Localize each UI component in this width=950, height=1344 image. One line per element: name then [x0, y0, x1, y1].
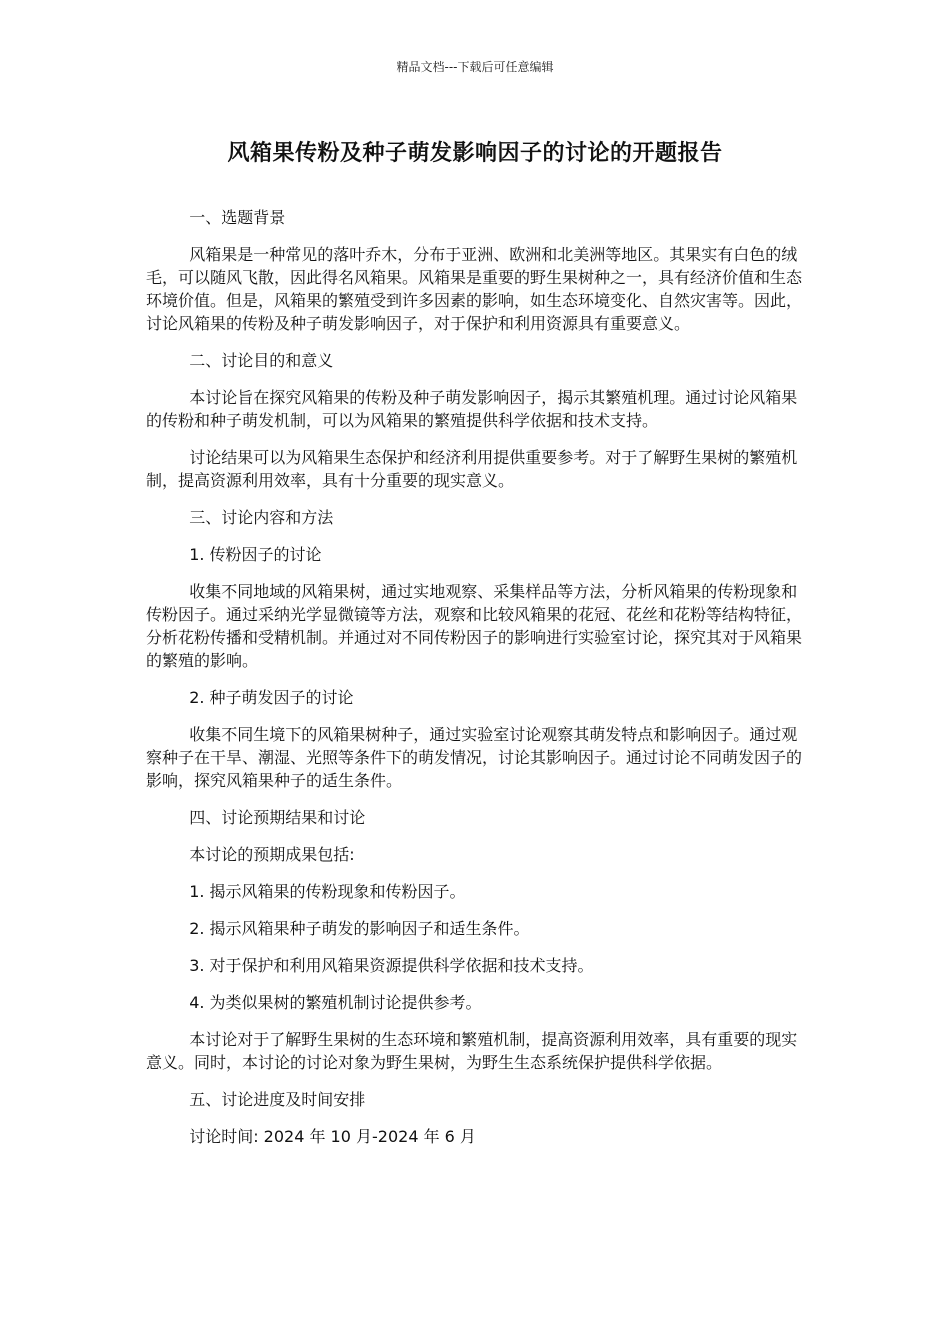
document-body — [146, 206, 806, 1162]
subheading-germination: 2. 种子萌发因子的讨论 — [189, 688, 354, 707]
paragraph-germination: 收集不同生境下的风箱果树种子，通过实验室讨论观察其萌发特点和影响因子。通过观察种子在干旱、潮湿、光照等条件下的萌发情况，讨论其影响因子。通过讨论不同萌发因子的影响，探究风箱果种子的适生条件。 — [146, 725, 803, 790]
document-title: 风箱果传粉及种子萌发影响因子的讨论的开题报告 — [227, 141, 723, 166]
subheading-pollination: 1. 传粉因子的讨论 — [189, 545, 322, 564]
list-item-result-2: 2. 揭示风箱果种子萌发的影响因子和适生条件。 — [189, 919, 530, 938]
list-item-result-4: 4. 为类似果树的繁殖机制讨论提供参考。 — [189, 993, 482, 1012]
section-heading-purpose: 二、讨论目的和意义 — [189, 351, 334, 370]
list-item-result-3: 3. 对于保护和利用风箱果资源提供科学依据和技术支持。 — [189, 956, 594, 975]
list-item-result-1: 1. 揭示风箱果的传粉现象和传粉因子。 — [189, 882, 466, 901]
paragraph-expected-intro: 本讨论的预期成果包括: — [189, 845, 355, 864]
paragraph-purpose-2: 讨论结果可以为风箱果生态保护和经济利用提供重要参考。对于了解野生果树的繁殖机制，提高资源利用效率，具有十分重要的现实意义。 — [146, 448, 798, 490]
paragraph-pollination: 收集不同地域的风箱果树，通过实地观察、采集样品等方法，分析风箱果的传粉现象和传粉因子。通过采纳光学显微镜等方法，观察和比较风箱果的花冠、花丝和花粉等结构特征，分析花粉传播和受精机制。并通过对不同传粉因子的影响进行实验室讨论，探究其对于风箱果的繁殖的影响。 — [146, 582, 803, 670]
paragraph-significance: 本讨论对于了解野生果树的生态环境和繁殖机制，提高资源利用效率，具有重要的现实意义。同时，本讨论的讨论对象为野生果树，为野生生态系统保护提供科学依据。 — [146, 1030, 798, 1072]
section-heading-background: 一、选题背景 — [189, 208, 286, 227]
section-heading-content-methods: 三、讨论内容和方法 — [189, 508, 334, 527]
paragraph-purpose-1: 本讨论旨在探究风箱果的传粉及种子萌发影响因子，揭示其繁殖机理。通过讨论风箱果的传粉和种子萌发机制，可以为风箱果的繁殖提供科学依据和技术支持。 — [146, 388, 798, 430]
section-heading-schedule: 五、讨论进度及时间安排 — [189, 1090, 366, 1109]
header-note: 精品文档---下载后可任意编辑 — [396, 60, 554, 74]
section-heading-expected-results: 四、讨论预期结果和讨论 — [189, 808, 366, 827]
paragraph-schedule: 讨论时间: 2024 年 10 月-2024 年 6 月 — [189, 1127, 476, 1146]
paragraph-background: 风箱果是一种常见的落叶乔木，分布于亚洲、欧洲和北美洲等地区。其果实有白色的绒毛，可以随风飞散，因此得名风箱果。风箱果是重要的野生果树种之一，具有经济价值和生态环境价值。但是，风箱果的繁殖受到许多因素的影响，如生态环境变化、自然灾害等。因此，讨论风箱果的传粉及种子萌发影响因子，对于保护和利用资源具有重要意义。 — [146, 245, 803, 333]
